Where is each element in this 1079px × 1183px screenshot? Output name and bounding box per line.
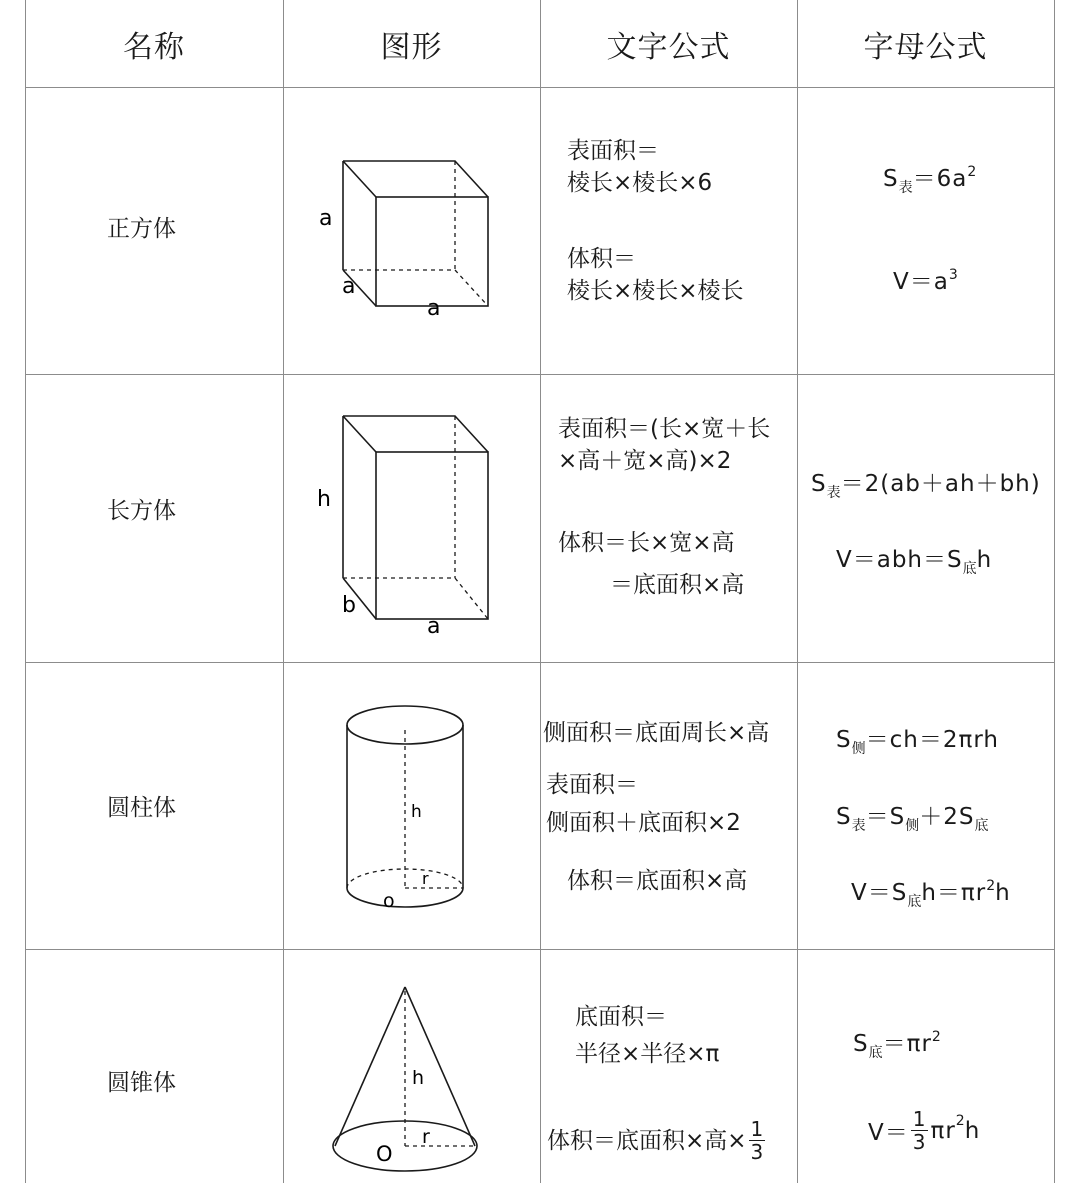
cube-edge-label-a: a [319, 206, 333, 231]
cone-text-formula [575, 1001, 719, 1070]
cone-center-label: O [376, 1142, 393, 1166]
cuboid-hidden-edges [343, 416, 488, 619]
cylinder-figure [330, 700, 480, 930]
header-figure: 图形 [380, 29, 443, 65]
cuboid-height-label: h [317, 487, 331, 512]
text-line: 侧面积＝底面周长×高 [543, 720, 770, 746]
cone-left-slant [335, 987, 405, 1146]
shape-name-cuboid: 长方体 [107, 498, 176, 524]
text-line: 表面积＝ [546, 772, 638, 798]
header-name: 名称 [123, 29, 185, 65]
cuboid-volume-formula: $V=abh=S_底h$ [836, 547, 993, 577]
cube-volume-formula: $V=a^3$ [893, 267, 958, 295]
cube-top-edges [343, 161, 488, 197]
cuboid-figure [300, 405, 520, 645]
cylinder-bottom-front [347, 888, 463, 907]
fraction-one-third: $\frac{1}{3}$ [912, 1107, 927, 1154]
text-line: 棱长×棱长×6 [567, 170, 713, 196]
cube-surface-formula: $S_表=6a^2$ [883, 164, 977, 196]
text-line: 表面积＝(长×宽＋长 [558, 416, 771, 442]
row-divider [25, 374, 1055, 375]
text-line: 体积＝ [567, 246, 636, 272]
text-line: ＝底面积×高 [610, 572, 745, 598]
cylinder-surface-formula: $S_表=S_侧+2S_底$ [836, 804, 989, 834]
cuboid-front-face [376, 452, 488, 619]
cube-edge-label-a: a [427, 296, 441, 321]
shape-name-cone: 圆锥体 [107, 1070, 176, 1096]
cylinder-text-formula [543, 717, 769, 897]
text-line: 体积＝长×宽×高 [558, 530, 735, 556]
cone-volume-text-formula [547, 1118, 767, 1163]
row-divider [25, 87, 1055, 88]
cube-text-formula [567, 135, 744, 307]
text-line: 体积＝底面积×高× [547, 1127, 747, 1154]
header-text-formula: 文字公式 [606, 29, 731, 65]
cube-hidden-edges [343, 161, 488, 306]
cylinder-lateral-formula: $S_侧=ch=2\pi rh$ [836, 727, 999, 757]
cone-height-label: h [412, 1067, 425, 1089]
cuboid-surface-formula: $S_表=2(ab+ah+bh)$ [811, 471, 1041, 501]
cube-figure [300, 150, 520, 330]
table-border-right [1054, 0, 1055, 1183]
text-line: 半径×半径×π [575, 1041, 720, 1067]
cone-base-formula: $S_底=\pi r^2$ [853, 1029, 941, 1061]
cone-volume-formula: V＝ $\frac{1}{3}$ πr 2 h [868, 1107, 981, 1154]
text-line: ×高＋宽×高)×2 [558, 448, 732, 474]
text-line: 底面积＝ [575, 1004, 667, 1030]
column-divider [283, 0, 284, 1183]
cube-edge-label-a: a [342, 274, 356, 299]
cone-radius-label: r [422, 1126, 430, 1148]
table-border-left [25, 0, 26, 1183]
cuboid-length-label: a [427, 614, 441, 639]
fraction-one-third: $\frac{1}{3}$ [750, 1117, 764, 1164]
text-line: 棱长×棱长×棱长 [567, 278, 744, 304]
text-line: 侧面积＋底面积×2 [546, 810, 741, 836]
cuboid-width-label: b [342, 593, 356, 618]
shape-name-cylinder: 圆柱体 [107, 795, 176, 821]
text-line: 体积＝底面积×高 [567, 868, 748, 894]
cone-figure [325, 975, 485, 1180]
cylinder-center-label: o [383, 890, 395, 912]
cuboid-text-formula [558, 413, 770, 601]
row-divider [25, 949, 1055, 950]
text-line: 表面积＝ [567, 138, 659, 164]
cube-front-face [376, 197, 488, 306]
shape-name-cube: 正方体 [107, 216, 176, 242]
cylinder-volume-formula: $V=S_底h=\pi r^2h$ [851, 878, 1011, 910]
row-divider [25, 662, 1055, 663]
cylinder-radius-label: r [422, 869, 429, 888]
header-letter-formula: 字母公式 [863, 29, 988, 65]
column-divider [797, 0, 798, 1183]
column-divider [540, 0, 541, 1183]
cylinder-height-label: h [411, 802, 422, 822]
